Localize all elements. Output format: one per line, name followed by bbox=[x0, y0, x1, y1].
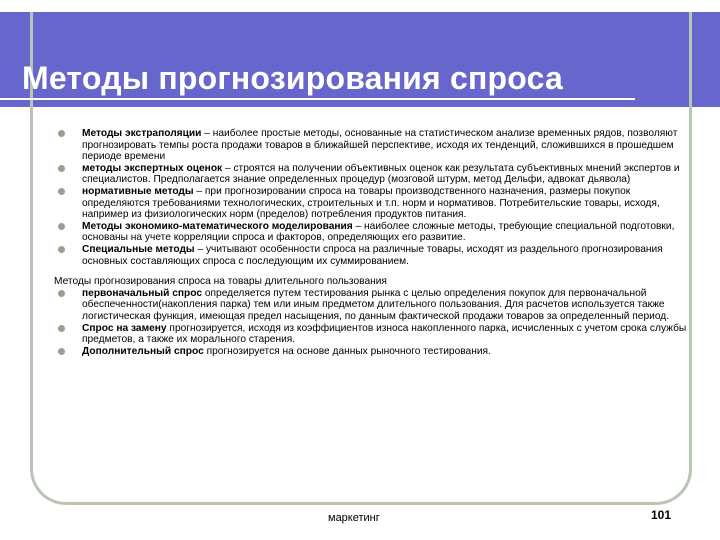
method-text: – учитывают особенности спроса на различные товары, исходят из раздельного прогнозирования основных составляющих спроса с последующим их суммированием. bbox=[82, 243, 663, 267]
durable-text: прогнозируется, исходя из коэффициентов износа накопленного парка, исчисленных с учетом срока службы предметов, а также их морального старения. bbox=[82, 322, 687, 346]
bullet-icon bbox=[58, 246, 65, 253]
list-item bbox=[58, 221, 688, 244]
durable-list bbox=[54, 288, 688, 358]
method-text: – строятся на получении объективных оценок как результата субъективных мнений экспертов и специалистов. Предполагается знание определенных процедур (мозговой штурм, метод Дельфи, адвокат дьявола) bbox=[82, 162, 680, 186]
method-text: – наиболее простые методы, основанные на статистическом анализе временных рядов, позволяют прогнозировать темпы роста продажи товаров в ближайшей перспективе, исходя их тенденций, сложившихся в прошедшем периоде времени bbox=[82, 128, 678, 163]
list-item bbox=[58, 186, 688, 221]
method-term: нормативные методы bbox=[82, 185, 194, 197]
slide-title: Методы прогнозирования спроса bbox=[22, 60, 564, 96]
method-term: Специальные методы bbox=[82, 243, 195, 255]
footer-text: маркетинг bbox=[328, 512, 380, 524]
durable-section bbox=[54, 276, 688, 357]
list-item bbox=[58, 128, 688, 163]
list-item bbox=[54, 346, 688, 358]
durable-term: Дополнительный спрос bbox=[82, 345, 204, 357]
durable-text: определяется путем тестирования рынка с целью определения покупок для первоначальной обеспеченности(накопления парка) тем или иным предметом длительного пользования. Для расчетов используется также логистическая функция, имеющая предел насыщения, по данным фактической продажи товаров за определенный период. bbox=[82, 287, 670, 322]
durable-text: прогнозируется на основе данных рыночного тестирования. bbox=[203, 345, 491, 357]
durable-heading: Методы прогнозирования спроса на товары длительного пользования bbox=[54, 276, 387, 288]
bullet-icon bbox=[58, 130, 65, 137]
bullet-icon bbox=[58, 325, 65, 332]
bullet-icon bbox=[58, 188, 65, 195]
bullet-icon bbox=[58, 348, 65, 355]
list-item bbox=[54, 323, 688, 346]
method-text: – при прогнозировании спроса на товары производственного назначения, размеры покупок определяются требованиями технологических, строительных и т.п. норм и нормативов. Потребительские товары, исходя, например из физиологических норм (пределов) потребления продуктов питания. bbox=[82, 185, 660, 221]
method-term: Методы экономико-математического моделирования bbox=[82, 220, 353, 232]
page-number: 101 bbox=[651, 508, 672, 522]
slide-content bbox=[54, 128, 688, 357]
durable-term: первоначальный спрос bbox=[82, 287, 203, 299]
method-text: – наиболее сложные методы, требующие специальной подготовки, основаны на учете корреляции спроса и факторов, определяющих его развитие. bbox=[82, 220, 675, 244]
method-term: методы экспертных оценок bbox=[82, 162, 223, 174]
slide-frame-left bbox=[30, 90, 33, 420]
bullet-icon bbox=[58, 223, 65, 230]
list-item bbox=[54, 288, 688, 323]
durable-term: Спрос на замену bbox=[82, 322, 167, 334]
list-item bbox=[58, 163, 688, 186]
list-item bbox=[58, 244, 688, 267]
bullet-icon bbox=[58, 165, 65, 172]
method-term: Методы экстраполяции bbox=[82, 128, 202, 139]
bullet-icon bbox=[58, 290, 65, 297]
methods-list bbox=[58, 128, 688, 267]
title-underline bbox=[0, 98, 635, 100]
